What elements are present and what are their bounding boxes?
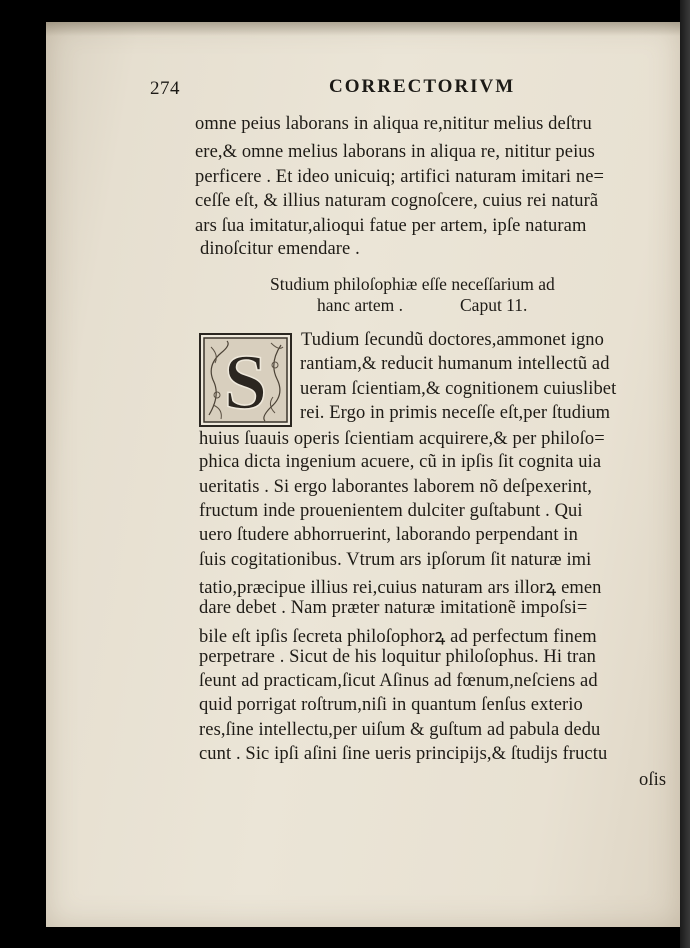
text-line: perpetrare . Sicut de his loquitur philoſophus. Hi tran: [199, 647, 597, 667]
text-line: res,ſine intellectu,per uiſum & guſtum ad pabula dedu: [199, 720, 601, 740]
text-line: huius ſuauis operis ſcientiam acquirere,& per philoſo=: [199, 429, 605, 449]
initial-ornament: [201, 335, 290, 425]
catchword: oſis: [639, 770, 667, 790]
page-shadow: [46, 22, 680, 36]
text-line: ceſſe eſt, & illius naturam cognoſcere, cuius rei naturã: [195, 191, 599, 211]
text-line: quid porrigat roſtrum,niſi in quantum ſenſus exterio: [199, 695, 583, 715]
decorated-initial-s-icon: [199, 333, 292, 427]
text-line: tatio,præcipue illius rei,cuius naturam ars illorꝝ emen: [199, 578, 602, 598]
text-line: fructum inde prouenientem dulciter guſtabunt . Qui: [199, 501, 583, 521]
text-line: dare debet . Nam præter naturæ imitationẽ impoſsi=: [199, 598, 588, 618]
text-line: ſeunt ad practicam,ſicut Aſinus ad fœnum,neſciens ad: [199, 671, 598, 691]
text-line: perficere . Et ideo unicuiq; artifici naturam imitari ne=: [195, 167, 605, 187]
text-line: ere,& omne melius laborans in aliqua re, nititur peius: [195, 142, 595, 162]
text-line: bile eſt ipſis ſecreta philoſophorꝝ ad perfectum finem: [199, 627, 597, 647]
text-line: ars ſua imitatur,alioqui fatue per artem, ipſe naturam: [195, 216, 587, 236]
text-line: dinoſcitur emendare .: [200, 239, 360, 259]
text-line: phica dicta ingenium acuere, cũ in ipſis ſit cognita uia: [199, 452, 602, 472]
text-line: cunt . Sic ipſi aſini ſine ueris principijs,& ſtudijs fructu: [199, 744, 608, 764]
text-line: ueritatis . Si ergo laborantes laborem nõ deſpexerint,: [199, 477, 592, 497]
chapter-heading: Studium philoſophiæ eſſe neceſſarium ad: [270, 274, 555, 294]
text-line: omne peius laborans in aliqua re,nititur melius deſtru: [195, 114, 592, 134]
text-line: uero ſtudere abhorruerint, laborando perpendant in: [199, 525, 578, 545]
initial-letter: S: [223, 338, 268, 425]
text-line: rantiam,& reducit humanum intellectũ ad: [300, 354, 610, 374]
chapter-heading-subject: hanc artem .: [317, 295, 403, 315]
text-line: Tudium ſecundũ doctores,ammonet igno: [301, 330, 604, 350]
text-line: ſuis cogitationibus. Vtrum ars ipſorum ſit naturæ imi: [199, 550, 592, 570]
chapter-number: Caput 11.: [460, 295, 528, 315]
page-number: 274: [150, 78, 180, 99]
scan-edge: [680, 0, 690, 948]
text-line: ueram ſcientiam,& cognitionem cuiuslibet: [300, 379, 617, 399]
text-line: rei. Ergo in primis neceſſe eſt,per ſtudium: [300, 403, 611, 423]
running-head: CORRECTORIVM: [329, 76, 516, 97]
